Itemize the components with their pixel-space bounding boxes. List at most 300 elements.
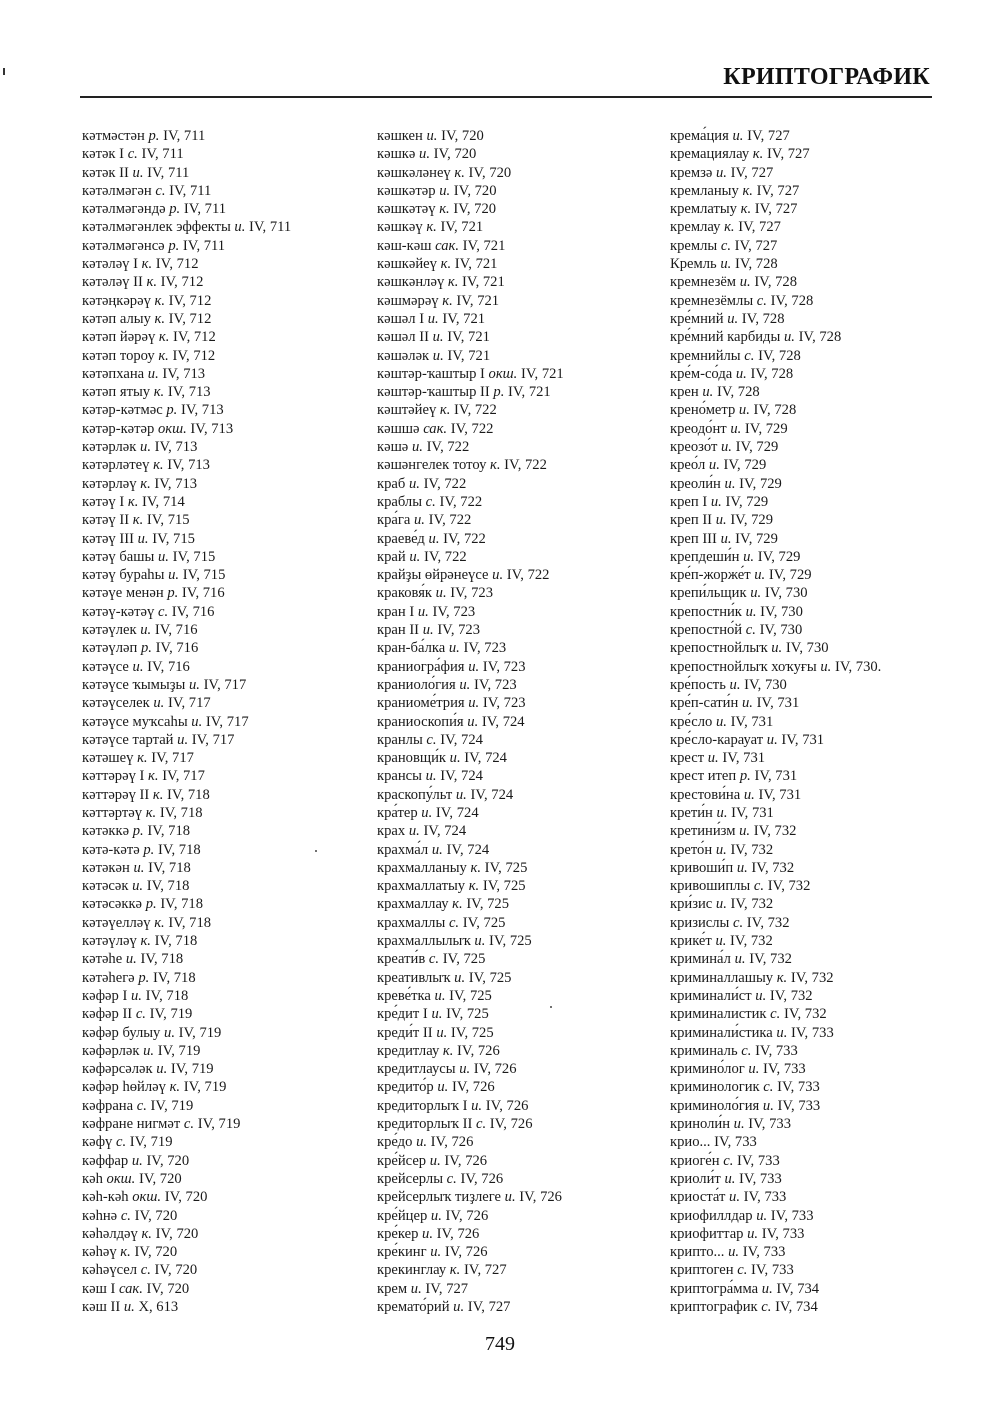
entry-headword: кредитлаусы: [377, 1061, 456, 1078]
entry-pos-label: и.: [720, 530, 732, 547]
index-entry: [670, 969, 881, 987]
index-entry: [670, 438, 881, 456]
entry-volume-ref: IV, 715: [146, 512, 190, 529]
entry-pos-label: и.: [754, 567, 766, 584]
entry-pos-label: и.: [766, 731, 778, 748]
entry-pos-label: с.: [115, 1134, 127, 1151]
index-entry: [377, 1280, 564, 1298]
entry-headword: крио...: [670, 1134, 711, 1151]
index-entry: [377, 895, 564, 913]
entry-volume-ref: IV, 718: [148, 859, 191, 876]
entry-headword: кәтәк II: [82, 164, 129, 181]
entry-volume-ref: IV, 722: [450, 420, 494, 437]
index-entry: [670, 1042, 881, 1060]
entry-volume-ref: IV, 715: [182, 567, 226, 584]
entry-volume-ref: IV, 727: [734, 237, 778, 254]
index-entry: [82, 1261, 291, 1279]
entry-volume-ref: IV, 732: [730, 841, 774, 858]
entry-pos-label: и.: [467, 713, 479, 730]
entry-pos-label: и.: [729, 1189, 740, 1206]
index-entry: [377, 218, 564, 236]
entry-headword: криптографик: [670, 1299, 758, 1315]
entry-volume-ref: IV, 731: [730, 713, 774, 730]
entry-pos-label: к.: [148, 768, 159, 785]
entry-headword: краниоло́гия: [377, 676, 456, 693]
index-entry: [377, 859, 564, 877]
entry-headword: кәттәрәү I: [82, 768, 145, 785]
entry-headword: кран-ба́лка: [377, 640, 446, 657]
entry-pos-label: и.: [739, 274, 751, 291]
index-entry: [377, 383, 564, 401]
entry-volume-ref: IV, 724: [440, 768, 483, 785]
index-entry: [670, 1261, 881, 1279]
entry-headword: криминологик: [670, 1079, 760, 1096]
entry-pos-label: и.: [448, 640, 460, 657]
entry-headword: краб: [377, 475, 406, 492]
entry-volume-ref: IV, 723: [450, 585, 493, 602]
entry-volume-ref: IV, 719: [149, 1006, 193, 1023]
entry-volume-ref: IV, 728: [753, 402, 797, 419]
entry-volume-ref: IV, 719: [183, 1079, 227, 1096]
entry-volume-ref: IV, 713: [154, 439, 198, 456]
entry-volume-ref: IV, 719: [150, 1097, 194, 1114]
entry-pos-label: р.: [132, 823, 144, 840]
entry-headword: кәтәһегә: [82, 969, 135, 986]
entry-headword: криптоген: [670, 1262, 734, 1279]
index-entry: [670, 401, 881, 419]
index-entry: [377, 1115, 564, 1133]
entry-headword: крепостно́й: [670, 622, 743, 639]
entry-pos-label: к.: [776, 969, 788, 986]
entry-headword: кәтәүсе: [82, 658, 129, 675]
entry-volume-ref: IV, 713: [180, 402, 224, 419]
entry-pos-label: и.: [437, 1079, 449, 1096]
entry-headword: кәтәүләп: [82, 640, 138, 657]
header-rule: [80, 96, 932, 98]
entry-pos-label: и.: [716, 804, 728, 821]
entry-volume-ref: IV, 729: [735, 530, 778, 547]
entry-pos-label: к.: [447, 274, 459, 291]
index-entry: [82, 145, 291, 163]
entry-volume-ref: IV, 717: [162, 768, 205, 785]
index-entry: [82, 1188, 291, 1206]
index-entry: [82, 713, 291, 731]
entry-pos-label: к.: [153, 457, 164, 474]
index-entry: [82, 383, 291, 401]
entry-pos-label: и.: [732, 128, 744, 144]
entry-headword: кәтәү I: [82, 493, 125, 510]
entry-volume-ref: IV, 713: [162, 365, 206, 382]
entry-pos-label: и.: [125, 951, 137, 968]
entry-headword: кәфү: [82, 1134, 113, 1151]
entry-headword: криминали́ст: [670, 987, 752, 1004]
index-entry: [82, 1024, 291, 1042]
entry-pos-label: и.: [750, 585, 762, 602]
index-entry: [82, 530, 291, 548]
entry-pos-label: к.: [169, 1079, 181, 1096]
entry-pos-label: окш.: [488, 365, 518, 382]
entry-headword: кримино́лог: [670, 1061, 745, 1078]
entry-volume-ref: IV, 717: [167, 695, 211, 712]
entry-pos-label: с.: [761, 1299, 772, 1315]
index-entry: [377, 621, 564, 639]
entry-headword: кре́п-сати́н: [670, 695, 739, 712]
entry-pos-label: и.: [724, 475, 736, 492]
entry-pos-label: с.: [475, 1116, 487, 1133]
entry-headword: кәшкәтәү: [377, 201, 436, 218]
entry-volume-ref: IV, 725: [450, 1024, 494, 1041]
entry-pos-label: к.: [742, 182, 753, 199]
entry-pos-label: и.: [504, 1189, 516, 1206]
entry-headword: криминалистик: [670, 1006, 767, 1023]
entry-headword: кәшшә: [377, 420, 420, 437]
entry-pos-label: и.: [411, 439, 423, 456]
entry-volume-ref: IV, 719: [129, 1134, 173, 1151]
entry-pos-label: к.: [152, 786, 164, 803]
entry-headword: кәттәртәү: [82, 804, 143, 821]
entry-headword: кәтәсәк: [82, 878, 129, 895]
entry-volume-ref: IV, 726: [430, 1134, 474, 1151]
entry-volume-ref: IV, 726: [451, 1079, 495, 1096]
entry-headword: кре́сло-карауат: [670, 731, 764, 748]
entry-pos-label: к.: [158, 329, 170, 346]
index-entry: [670, 1243, 881, 1261]
entry-pos-label: к.: [439, 402, 451, 419]
entry-volume-ref: IV, 731: [731, 804, 774, 821]
entry-pos-label: и.: [454, 969, 466, 986]
entry-volume-ref: IV, 733: [761, 1225, 805, 1242]
entry-headword: креве́тка: [377, 987, 431, 1004]
entry-headword: креозо́т: [670, 439, 718, 456]
entry-pos-label: и.: [123, 1299, 135, 1315]
index-entry: [377, 804, 564, 822]
entry-volume-ref: IV, 718: [159, 804, 203, 821]
entry-pos-label: сак.: [423, 420, 448, 437]
index-entry: [82, 969, 291, 987]
index-entry: [377, 1133, 564, 1151]
entry-volume-ref: IV, 724: [470, 786, 514, 803]
entry-headword: крен: [670, 384, 699, 401]
index-entry: [670, 164, 881, 182]
entry-volume-ref: IV, 712: [168, 292, 212, 309]
entry-headword: краскопу́льт: [377, 786, 453, 803]
index-entry: [670, 292, 881, 310]
entry-volume-ref: IV, 722: [443, 530, 486, 547]
entry-volume-ref: IV, 725: [489, 933, 532, 950]
entry-volume-ref: IV, 720: [453, 201, 497, 218]
index-entry: [377, 530, 564, 548]
entry-volume-ref: IV, 718: [146, 878, 190, 895]
entry-headword: кра́тер: [377, 804, 418, 821]
entry-pos-label: и.: [733, 1116, 745, 1133]
entry-headword: криофиллдар: [670, 1207, 753, 1224]
entry-volume-ref: IV, 718: [168, 914, 212, 931]
entry-volume-ref: IV, 732: [753, 823, 797, 840]
entry-headword: крепостнойлыҡ: [670, 640, 768, 657]
index-entry: [82, 566, 291, 584]
index-entry: [377, 511, 564, 529]
entry-headword: кәтәүелләү: [82, 914, 151, 931]
entry-volume-ref: IV, 729: [723, 457, 767, 474]
entry-headword: криоста́т: [670, 1189, 726, 1206]
entry-pos-label: и.: [761, 1280, 773, 1297]
entry-pos-label: к.: [452, 896, 463, 913]
entry-volume-ref: IV, 726: [485, 1097, 529, 1114]
entry-volume-ref: IV, 728: [754, 274, 798, 291]
entry-headword: крето́н: [670, 841, 713, 858]
entry-headword: кәшкә: [377, 146, 416, 163]
index-entry: [670, 749, 881, 767]
entry-headword: кәһнә: [82, 1207, 118, 1224]
entry-headword: кәтәпхана: [82, 365, 145, 382]
index-entry: [82, 1060, 291, 1078]
index-entry: [377, 1298, 564, 1316]
entry-pos-label: с.: [136, 1097, 147, 1114]
index-entry: [670, 1225, 881, 1243]
index-entry: [82, 1078, 291, 1096]
entry-headword: край: [377, 548, 406, 565]
index-entry: [82, 420, 291, 438]
index-entry: [377, 200, 564, 218]
entry-headword: кре́до: [377, 1134, 413, 1151]
entry-headword: креати́в: [377, 951, 426, 968]
index-entry: [670, 676, 881, 694]
index-entry: [670, 1207, 881, 1225]
index-entry: [670, 1133, 881, 1151]
entry-volume-ref: IV, 718: [152, 969, 196, 986]
index-entry: [82, 731, 291, 749]
index-entry: [377, 1225, 564, 1243]
entry-headword: крестови́на: [670, 786, 741, 803]
entry-volume-ref: IV, 725: [462, 914, 506, 931]
entry-volume-ref: IV, 721: [521, 365, 564, 382]
entry-pos-label: и.: [776, 1024, 788, 1041]
index-entry: [82, 365, 291, 383]
entry-headword: кәтәһе: [82, 951, 123, 968]
entry-pos-label: и.: [710, 493, 722, 510]
entry-headword: кремлы: [670, 237, 718, 254]
entry-volume-ref: IV, 726: [445, 1207, 489, 1224]
entry-headword: крем: [377, 1280, 408, 1297]
entry-volume-ref: IV, 727: [756, 182, 800, 199]
entry-headword: кредиторлыҡ II: [377, 1116, 473, 1133]
index-entry: [670, 347, 881, 365]
entry-headword: кәшкен: [377, 128, 423, 144]
scan-edge-mark: [3, 68, 5, 75]
entry-pos-label: и.: [743, 548, 755, 565]
entry-volume-ref: IV, 733: [748, 1116, 791, 1133]
entry-volume-ref: IV, 712: [173, 329, 216, 346]
entry-headword: кәһәлдәү: [82, 1225, 138, 1242]
entry-headword: кәштәр-ҡаштыр II: [377, 384, 490, 401]
index-entry: [670, 822, 881, 840]
index-entry: [377, 932, 564, 950]
entry-pos-label: к.: [439, 201, 450, 218]
index-entry: [82, 621, 291, 639]
entry-volume-ref: IV, 715: [172, 548, 216, 565]
entry-pos-label: и.: [439, 182, 451, 199]
entry-volume-ref: IV, 724: [464, 750, 507, 767]
entry-volume-ref: IV, 716: [154, 622, 198, 639]
entry-volume-ref: IV, 714: [142, 493, 185, 510]
entry-pos-label: сак.: [435, 237, 460, 254]
entry-volume-ref: IV, 732: [730, 896, 774, 913]
entry-volume-ref: IV, 721: [440, 219, 484, 236]
entry-pos-label: и.: [715, 713, 727, 730]
entry-volume-ref: IV, 727: [754, 201, 798, 218]
entry-pos-label: р.: [140, 640, 152, 657]
entry-pos-label: с.: [155, 182, 166, 199]
index-entry: [377, 1060, 564, 1078]
entry-pos-label: и.: [431, 841, 443, 858]
entry-volume-ref: IV, 732: [730, 933, 773, 950]
entry-volume-ref: IV, 720: [134, 1207, 178, 1224]
entry-headword: крахма́л: [377, 841, 429, 858]
index-entry: [377, 841, 564, 859]
entry-headword: кәфәр булыу: [82, 1024, 161, 1041]
entry-volume-ref: IV, 727: [738, 219, 781, 236]
entry-pos-label: и.: [147, 365, 159, 382]
entry-volume-ref: IV, 711: [249, 219, 292, 236]
entry-headword: кәтәрләү: [82, 475, 137, 492]
entry-volume-ref: IV, 731: [781, 731, 825, 748]
entry-pos-label: и.: [743, 786, 755, 803]
index-entry: [377, 566, 564, 584]
entry-headword: кри́зис: [670, 896, 713, 913]
index-entry: [377, 1078, 564, 1096]
entry-volume-ref: IV, 726: [457, 1042, 500, 1059]
entry-headword: кәтәләү II: [82, 274, 143, 291]
entry-pos-label: с.: [140, 1262, 151, 1279]
entry-pos-label: сак.: [118, 1280, 143, 1297]
entry-headword: кәшмәрәү: [377, 292, 439, 309]
entry-headword: кәшкәйеү: [377, 256, 437, 273]
entry-headword: кәшәл I: [377, 310, 425, 327]
entry-headword: крахмалланыу: [377, 859, 467, 876]
entry-pos-label: к.: [153, 384, 165, 401]
entry-volume-ref: IV, 718: [160, 896, 204, 913]
entry-pos-label: и.: [724, 1170, 736, 1187]
entry-pos-label: р.: [167, 585, 179, 602]
index-entry: [670, 200, 881, 218]
entry-pos-label: и.: [436, 1024, 448, 1041]
entry-volume-ref: IV, 730.: [834, 658, 882, 675]
index-entry: [670, 530, 881, 548]
index-entry: [670, 1024, 881, 1042]
entry-pos-label: к.: [141, 1225, 152, 1242]
entry-headword: кәтәү III: [82, 530, 134, 547]
entry-pos-label: и.: [730, 420, 742, 437]
entry-pos-label: с.: [135, 1006, 146, 1023]
index-column-3: [670, 127, 881, 1316]
index-entry: [377, 365, 564, 383]
entry-pos-label: к.: [145, 804, 157, 821]
entry-volume-ref: IV, 733: [770, 1207, 814, 1224]
entry-pos-label: и.: [783, 329, 795, 346]
entry-volume-ref: IV, 730: [764, 585, 808, 602]
entry-pos-label: и.: [153, 695, 165, 712]
entry-pos-label: и.: [720, 256, 732, 273]
entry-headword: крипто...: [670, 1244, 725, 1261]
entry-headword: краковя́к: [377, 585, 433, 602]
entry-pos-label: и.: [738, 402, 750, 419]
entry-headword: кәтәүләү: [82, 933, 137, 950]
entry-volume-ref: IV, 733: [777, 1097, 821, 1114]
entry-headword: кәтәүлек: [82, 622, 137, 639]
index-entry: [82, 401, 291, 419]
entry-headword: крейсерлыҡ тиҙлеге: [377, 1189, 501, 1206]
page-number: 749: [485, 1333, 515, 1355]
entry-headword: крео́л: [670, 457, 706, 474]
entry-headword: кәтәккә: [82, 823, 130, 840]
entry-pos-label: с.: [120, 1207, 131, 1224]
entry-pos-label: к.: [470, 859, 481, 876]
entry-volume-ref: IV, 713: [190, 420, 234, 437]
entry-pos-label: и.: [492, 567, 504, 584]
entry-pos-label: и.: [430, 1207, 442, 1224]
entry-pos-label: и.: [432, 329, 444, 346]
entry-headword: кәффар: [82, 1152, 129, 1169]
index-entry: [82, 328, 291, 346]
index-entry: [377, 145, 564, 163]
index-entry: [82, 877, 291, 895]
entry-volume-ref: IV, 725: [449, 987, 492, 1004]
entry-pos-label: и.: [716, 164, 727, 181]
entry-pos-label: с.: [745, 622, 756, 639]
entry-headword: кремнезёмлы: [670, 292, 754, 309]
entry-volume-ref: IV, 719: [197, 1116, 241, 1133]
entry-volume-ref: IV, 722: [423, 548, 467, 565]
entry-volume-ref: IV, 711: [141, 146, 184, 163]
entry-volume-ref: IV, 733: [714, 1134, 757, 1151]
entry-headword: кәтәлмәгән: [82, 182, 152, 199]
entry-headword: кәтәү бураһы: [82, 567, 165, 584]
entry-volume-ref: IV, 721: [447, 347, 491, 364]
entry-pos-label: с.: [448, 914, 460, 931]
entry-volume-ref: IV, 722: [504, 457, 547, 474]
entry-pos-label: и.: [143, 1042, 155, 1059]
entry-volume-ref: IV, 726: [444, 1152, 488, 1169]
entry-pos-label: и.: [429, 1152, 441, 1169]
index-entry: [82, 1225, 291, 1243]
entry-headword: крахмаллы: [377, 914, 446, 931]
entry-headword: кәтәләү I: [82, 256, 138, 273]
index-entry: [670, 1152, 881, 1170]
entry-pos-label: с.: [446, 1170, 457, 1187]
entry-pos-label: и.: [177, 731, 189, 748]
entry-headword: крекинглау: [377, 1262, 447, 1279]
index-entry: [377, 969, 564, 987]
entry-pos-label: и.: [728, 1244, 740, 1261]
index-entry: [82, 1243, 291, 1261]
index-entry: [377, 694, 564, 712]
index-entry: [377, 1243, 564, 1261]
entry-pos-label: и.: [422, 622, 434, 639]
index-entry: [82, 584, 291, 602]
entry-volume-ref: IV, 727: [467, 1299, 511, 1315]
entry-volume-ref: IV, 733: [755, 1042, 798, 1059]
entry-volume-ref: IV, 716: [171, 603, 215, 620]
index-entry: [377, 713, 564, 731]
index-entry: [377, 310, 564, 328]
entry-volume-ref: IV, 718: [147, 823, 191, 840]
entry-headword: кремлатыу: [670, 201, 737, 218]
entry-pos-label: и.: [410, 1280, 422, 1297]
index-entry: [82, 182, 291, 200]
entry-volume-ref: IV, 729: [735, 439, 779, 456]
entry-pos-label: к.: [449, 1262, 461, 1279]
entry-pos-label: и.: [140, 622, 152, 639]
